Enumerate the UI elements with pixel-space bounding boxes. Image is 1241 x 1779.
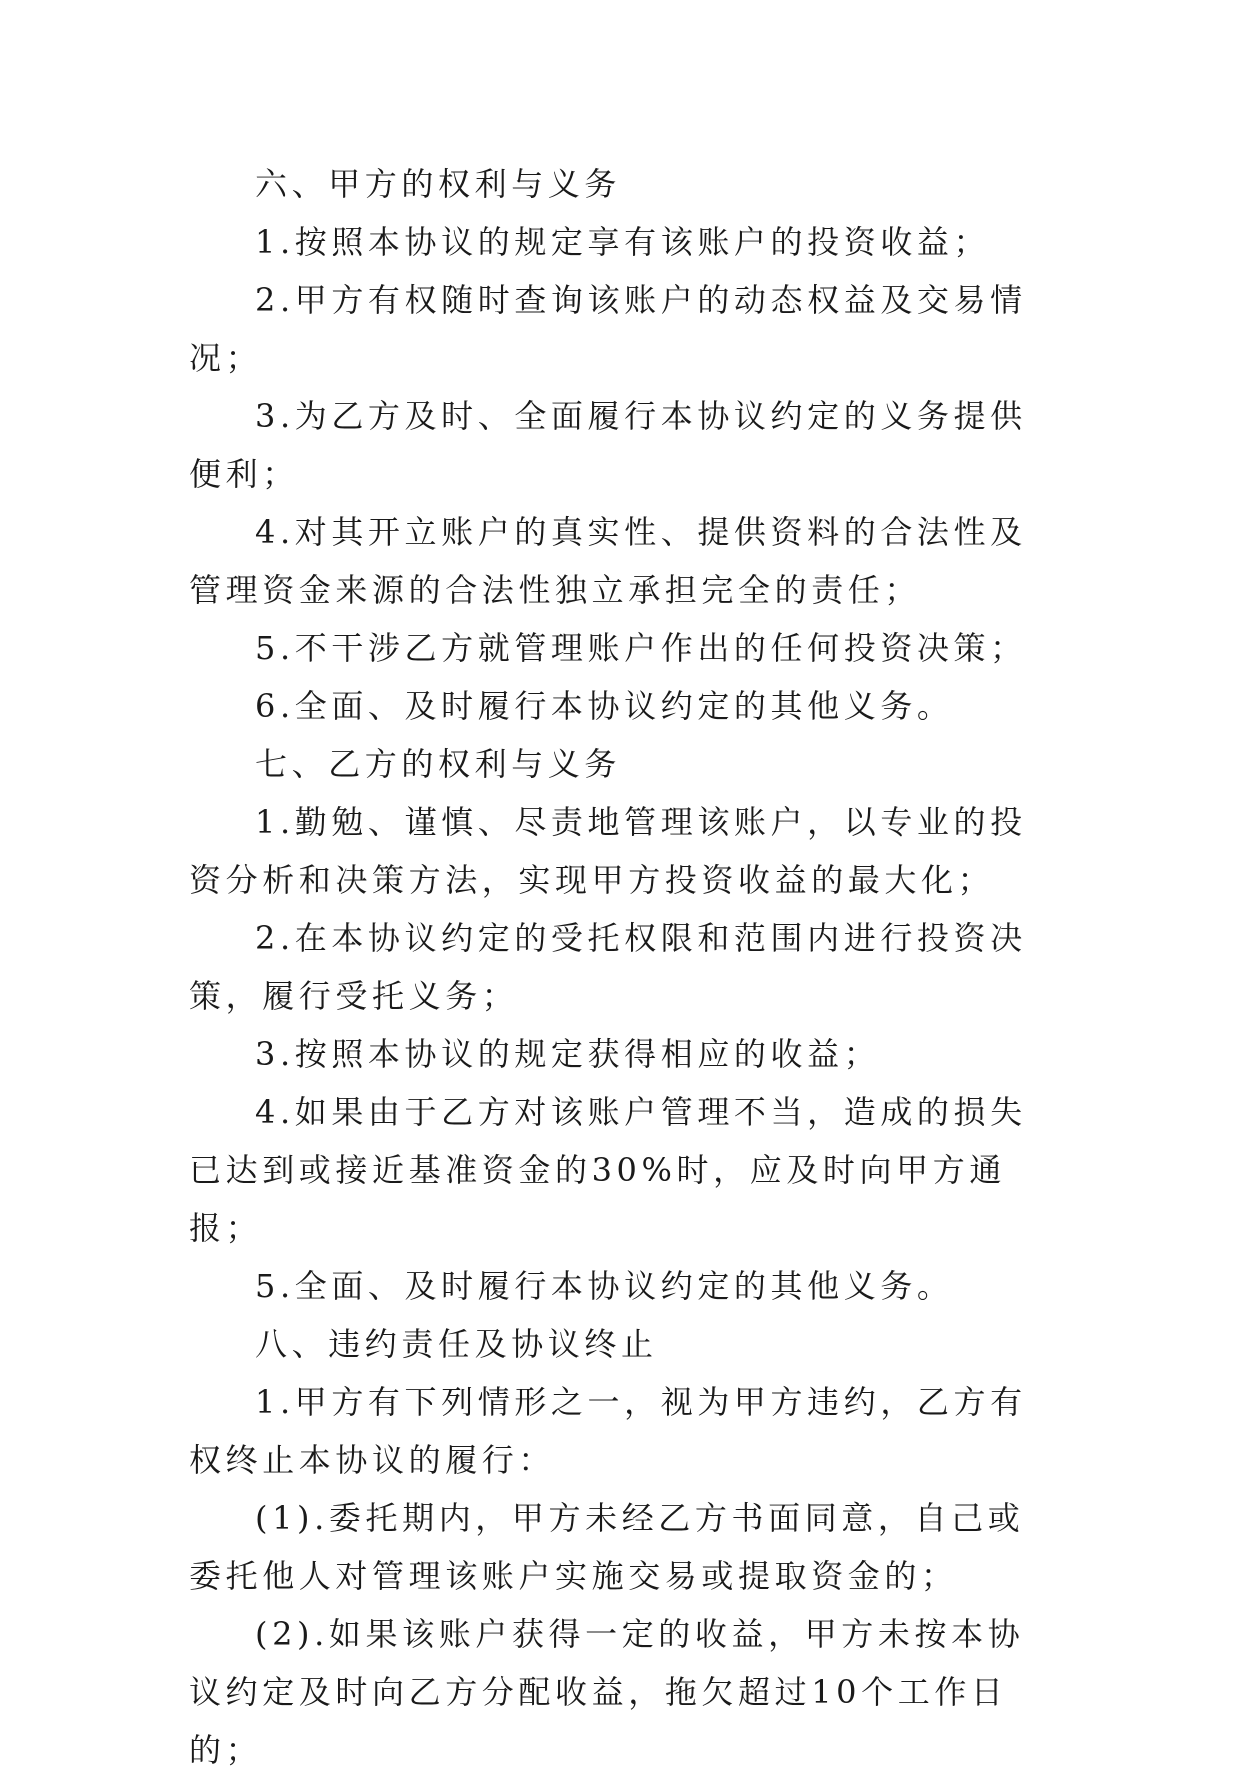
clause-paragraph: 2.在本协议约定的受托权限和范围内进行投资决策，履行受托义务； xyxy=(189,919,1027,1015)
section-heading-6: 六、甲方的权利与义务 xyxy=(255,165,622,203)
section-heading-7: 七、乙方的权利与义务 xyxy=(255,745,622,783)
clause-paragraph: 4.如果由于乙方对该账户管理不当，造成的损失已达到或接近基准资金的30%时，应及时向甲方通报； xyxy=(189,1093,1027,1247)
section-heading-8: 八、违约责任及协议终止 xyxy=(255,1325,658,1363)
sub-clause-paragraph: (1).委托期内，甲方未经乙方书面同意，自己或委托他人对管理该账户实施交易或提取资金的； xyxy=(189,1499,1025,1595)
document-body xyxy=(189,155,1059,1779)
clause-paragraph: 3.为乙方及时、全面履行本协议约定的义务提供便利； xyxy=(189,397,1027,493)
sub-clause-paragraph: (2).如果该账户获得一定的收益，甲方未按本协议约定及时向乙方分配收益，拖欠超过10个工作日的； xyxy=(189,1615,1025,1769)
clause-paragraph: 1.勤勉、谨慎、尽责地管理该账户，以专业的投资分析和决策方法，实现甲方投资收益的最大化； xyxy=(189,803,1027,899)
clause-paragraph: 6.全面、及时履行本协议约定的其他义务。 xyxy=(255,687,954,725)
clause-paragraph: 4.对其开立账户的真实性、提供资料的合法性及管理资金来源的合法性独立承担完全的责任； xyxy=(189,513,1027,609)
clause-paragraph: 5.不干涉乙方就管理账户作出的任何投资决策； xyxy=(255,629,1027,667)
clause-paragraph: 1.甲方有下列情形之一，视为甲方违约，乙方有权终止本协议的履行： xyxy=(189,1383,1027,1479)
clause-paragraph: 1.按照本协议的规定享有该账户的投资收益； xyxy=(255,223,991,261)
clause-paragraph: 3.按照本协议的规定获得相应的收益； xyxy=(255,1035,881,1073)
clause-paragraph: 2.甲方有权随时查询该账户的动态权益及交易情况； xyxy=(189,281,1027,377)
clause-paragraph: 5.全面、及时履行本协议约定的其他义务。 xyxy=(255,1267,954,1305)
